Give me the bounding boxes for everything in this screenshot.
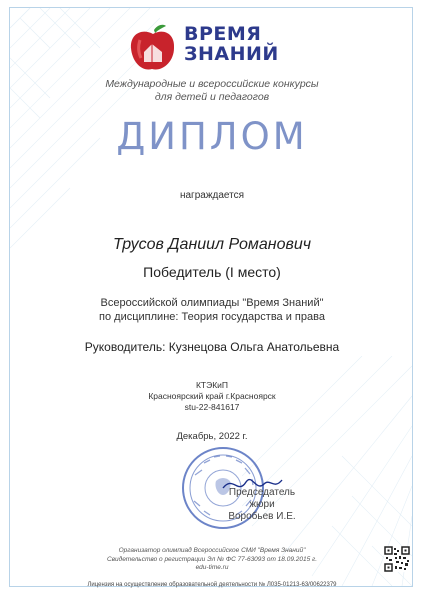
organization-code: stu-22-841617: [184, 402, 240, 412]
organization-name: КТЭКиП: [195, 380, 229, 390]
qr-code-icon: [384, 546, 410, 572]
awarded-label: награждается: [179, 190, 245, 201]
organization-location: Красноярский край г.Красноярск: [148, 391, 276, 401]
place-result: Победитель (I место): [143, 264, 281, 280]
footer-website: edu-time.ru: [195, 564, 229, 571]
footer: [0, 547, 424, 573]
logo: [128, 22, 308, 76]
leader-name: Руководитель: Кузнецова Ольга Анатольевна: [84, 340, 340, 354]
subtitle-line-2: для детей и педагогов: [154, 91, 270, 103]
footer-line-1: Организатор олимпиад Всероссийское СМИ "Время Знаний": [118, 547, 306, 554]
olympiad-info: [0, 296, 424, 324]
subtitle-line-1: Международные и всероссийские конкурсы: [105, 78, 319, 90]
award-date: Декабрь, 2022 г.: [176, 431, 248, 442]
jury-name: Воробьев И.Е.: [228, 511, 296, 522]
logo-line-2: ЗНАНИЙ: [184, 43, 279, 65]
olympiad-line-2: по дисциплине: Теория государства и права: [99, 311, 325, 323]
footer-line-2: Свидетельство о регистрации Эл № ФС 77-63093 от 18.09.2015 г.: [106, 555, 318, 563]
jury-chair: [222, 487, 302, 523]
logo-text: [184, 24, 279, 64]
recipient-name: Трусов Даниил Романович: [112, 236, 312, 253]
license-info: Лицензия на осуществление образовательной деятельности № Л035-01213-63/00622379: [87, 582, 337, 588]
diploma-title: ДИПЛОМ: [116, 115, 308, 158]
jury-title: Председатель жюри: [228, 487, 296, 510]
olympiad-line-1: Всероссийской олимпиады "Время Знаний": [100, 297, 324, 309]
logo-line-1: ВРЕМЯ: [184, 23, 262, 45]
subtitle: [0, 78, 424, 104]
apple-icon: [128, 22, 178, 74]
organization-info: [0, 380, 424, 413]
